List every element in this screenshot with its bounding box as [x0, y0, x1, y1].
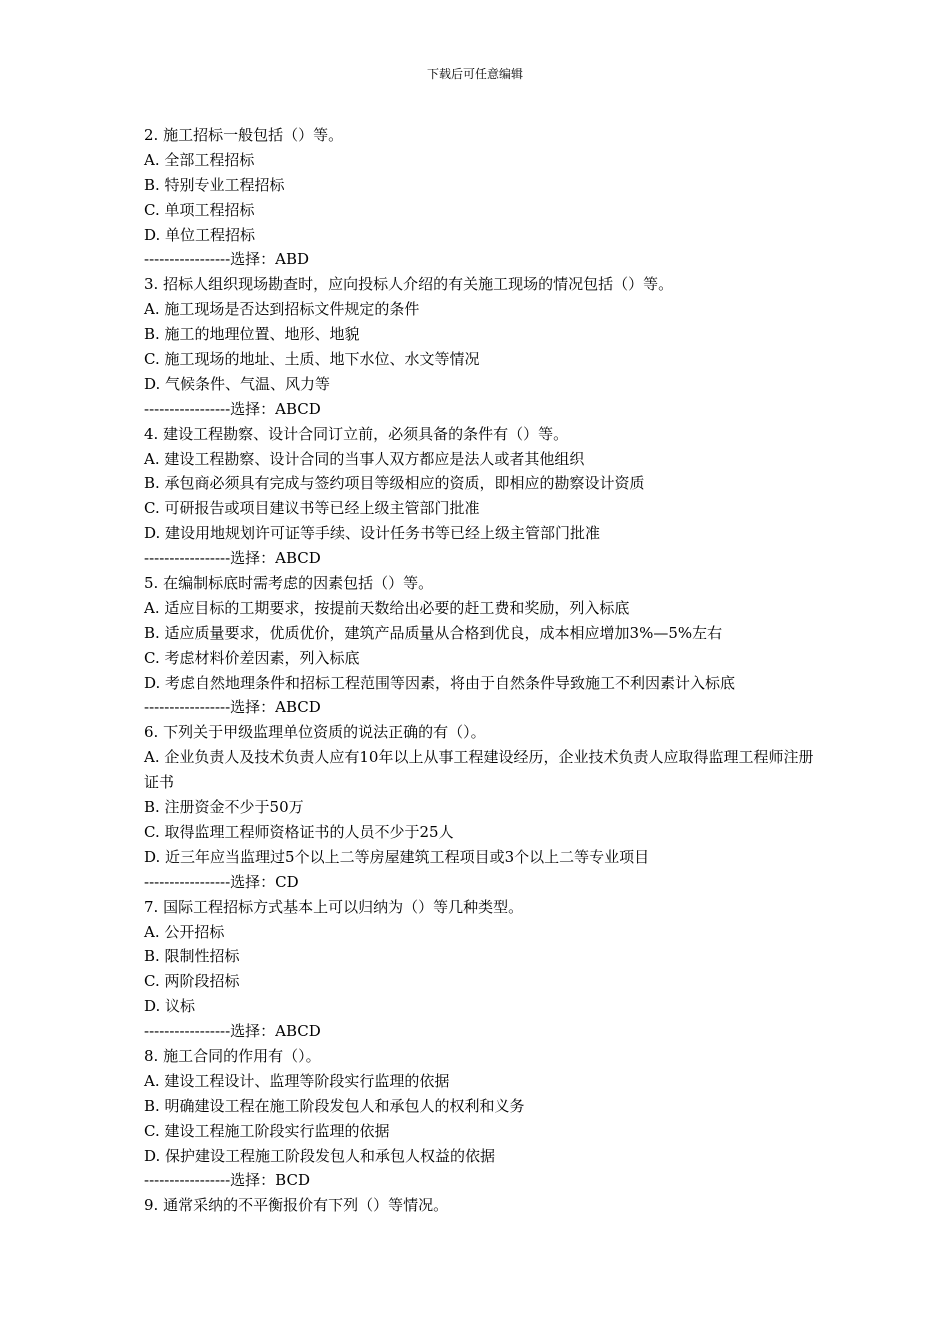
option-b: B. 注册资金不少于50万	[144, 798, 304, 817]
question-block	[144, 1193, 814, 1218]
option-d: D. 保护建设工程施工阶段发包人和承包人权益的依据	[144, 1146, 496, 1165]
option-a: A. 适应目标的工期要求，按提前天数给出必要的赶工费和奖励，列入标底	[144, 598, 630, 617]
question-stem: 6. 下列关于甲级监理单位资质的说法正确的有（）。	[144, 723, 486, 742]
option-b: B. 特别专业工程招标	[144, 175, 285, 194]
question-stem: 5. 在编制标底时需考虑的因素包括（）等。	[144, 574, 434, 593]
option-a: A. 公开招标	[144, 922, 225, 941]
question-block	[144, 720, 814, 894]
question-block	[144, 1044, 814, 1193]
question-block	[144, 123, 814, 272]
option-d: D. 气候条件、气温、风力等	[144, 374, 331, 393]
option-c: C. 考虑材料价差因素，列入标底	[144, 648, 360, 667]
question-stem: 4. 建设工程勘察、设计合同订立前，必须具备的条件有（）等。	[144, 424, 569, 443]
answer-line: -----------------选择：ABCD	[144, 698, 321, 717]
option-a: A. 全部工程招标	[144, 150, 255, 169]
option-b: B. 限制性招标	[144, 947, 240, 966]
document-body	[144, 123, 814, 1218]
answer-line: -----------------选择：ABCD	[144, 549, 321, 568]
option-a: A. 施工现场是否达到招标文件规定的条件	[144, 300, 420, 319]
answer-line: -----------------选择：ABCD	[144, 1022, 321, 1041]
option-b: B. 适应质量要求，优质优价，建筑产品质量从合格到优良，成本相应增加3%—5%左右	[144, 623, 723, 642]
question-block	[144, 272, 814, 421]
option-a: A. 建设工程设计、监理等阶段实行监理的依据	[144, 1071, 450, 1090]
question-block	[144, 571, 814, 720]
question-stem: 3. 招标人组织现场勘查时，应向投标人介绍的有关施工现场的情况包括（）等。	[144, 275, 674, 294]
option-d: D. 考虑自然地理条件和招标工程范围等因素，将由于自然条件导致施工不利因素计入标底	[144, 673, 736, 692]
answer-line: -----------------选择：BCD	[144, 1171, 310, 1190]
option-b: B. 承包商必须具有完成与签约项目等级相应的资质，即相应的勘察设计资质	[144, 474, 645, 493]
question-stem: 7. 国际工程招标方式基本上可以归纳为（）等几种类型。	[144, 897, 524, 916]
question-stem: 2. 施工招标一般包括（）等。	[144, 126, 344, 144]
question-stem: 8. 施工合同的作用有（）。	[144, 1046, 321, 1065]
option-d: D. 单位工程招标	[144, 225, 256, 244]
option-c: C. 取得监理工程师资格证书的人员不少于25人	[144, 822, 454, 841]
option-c: C. 施工现场的地址、土质、地下水位、水文等情况	[144, 350, 480, 369]
option-d: D. 议标	[144, 997, 196, 1016]
page-header: 下载后可任意编辑	[426, 67, 523, 81]
option-d: D. 建设用地规划许可证等手续、设计任务书等已经上级主管部门批准	[144, 524, 601, 543]
option-c: C. 两阶段招标	[144, 972, 240, 991]
option-b: B. 明确建设工程在施工阶段发包人和承包人的权利和义务	[144, 1096, 525, 1115]
answer-line: -----------------选择：ABCD	[144, 399, 321, 418]
answer-line: -----------------选择：CD	[144, 872, 299, 891]
question-block	[144, 422, 814, 571]
option-c: C. 可研报告或项目建议书等已经上级主管部门批准	[144, 499, 480, 518]
option-c: C. 建设工程施工阶段实行监理的依据	[144, 1121, 390, 1140]
question-stem: 9. 通常采纳的不平衡报价有下列（）等情况。	[144, 1196, 449, 1215]
option-a: A. 企业负责人及技术负责人应有10年以上从事工程建设经历，企业技术负责人应取得监理工程师注册证书	[144, 748, 814, 792]
option-a: A. 建设工程勘察、设计合同的当事人双方都应是法人或者其他组织	[144, 449, 585, 468]
question-block	[144, 895, 814, 1044]
option-c: C. 单项工程招标	[144, 200, 255, 219]
option-b: B. 施工的地理位置、地形、地貌	[144, 325, 360, 344]
option-d: D. 近三年应当监理过5个以上二等房屋建筑工程项目或3个以上二等专业项目	[144, 847, 650, 866]
answer-line: -----------------选择：ABD	[144, 250, 310, 269]
